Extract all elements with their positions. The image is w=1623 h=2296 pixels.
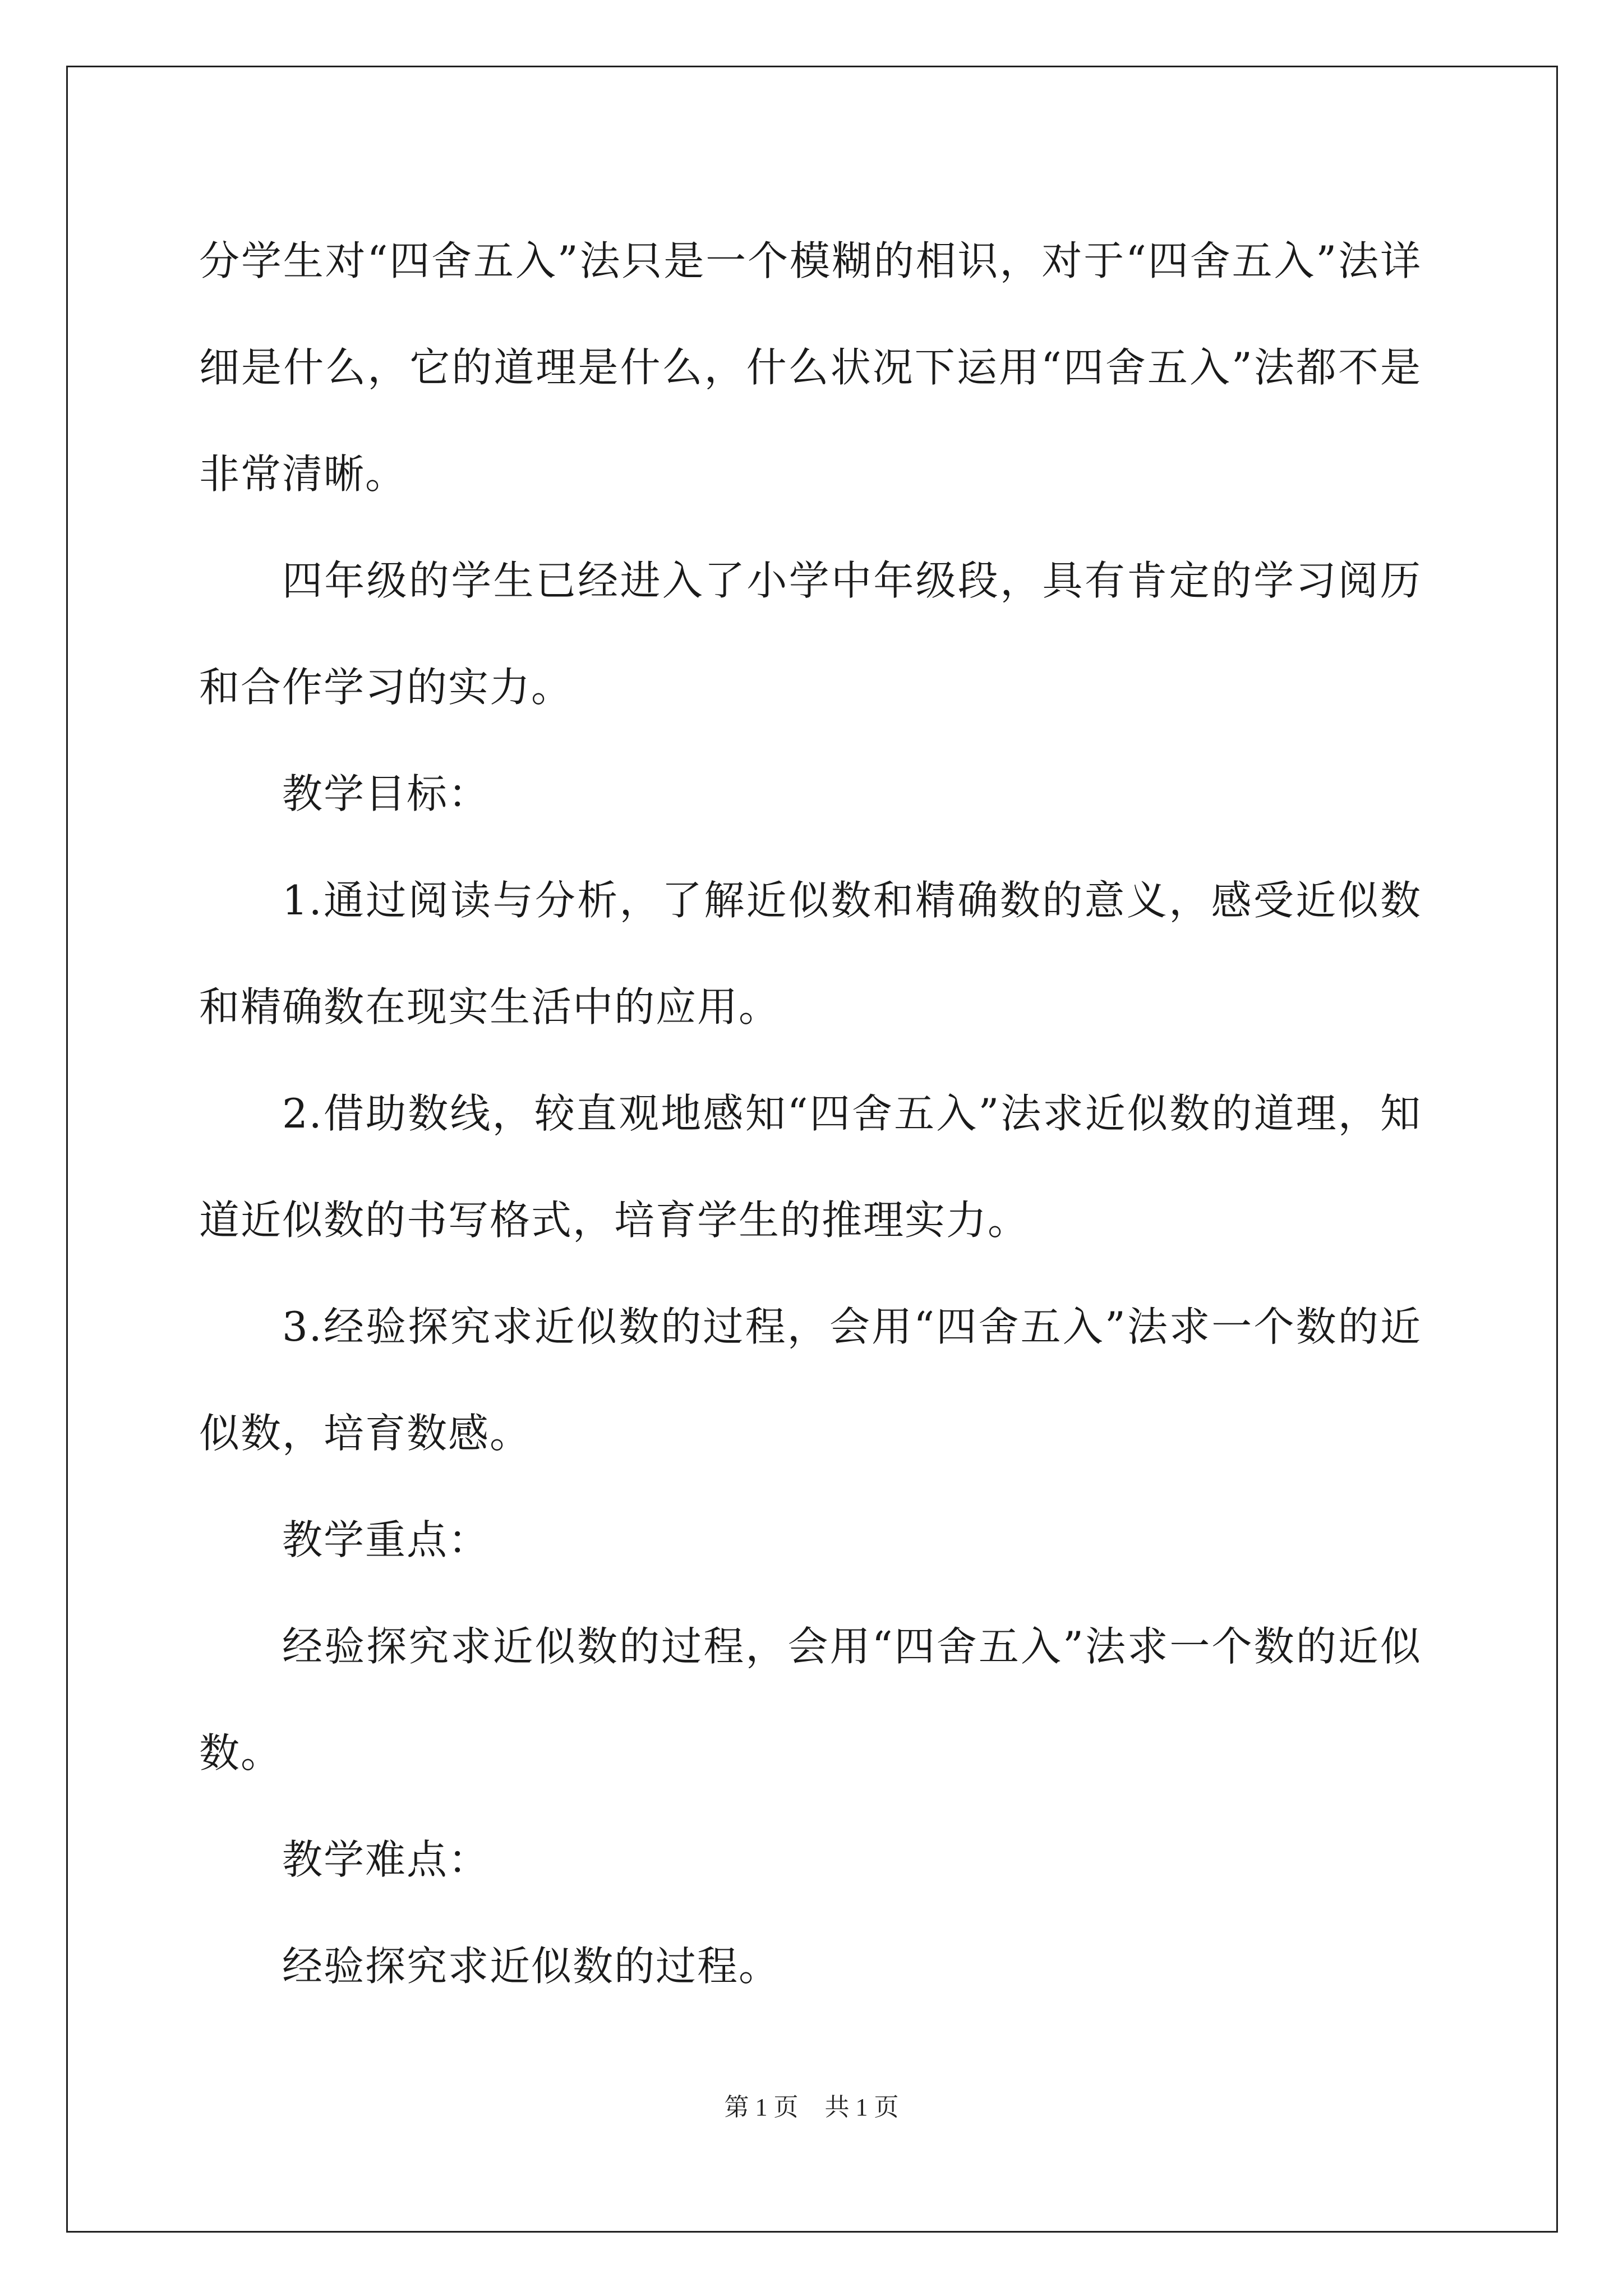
heading-difficulties: 教学难点：: [282, 1836, 490, 1883]
heading-key-points: 教学重点：: [282, 1516, 490, 1563]
page-number: 第 1 页: [724, 2093, 799, 2121]
paragraph-continuation: 分学生对“四舍五入”法只是一个模糊的相识，对于“四舍五入”法详细是什么，它的道理是什么，什么状况下运用“四舍五入”法都不是非常清晰。: [199, 237, 1422, 498]
heading-teaching-goals: 教学目标：: [282, 770, 490, 817]
difficulties-text: 经验探究求近似数的过程。: [282, 1943, 781, 1990]
page-footer: [0, 2087, 1623, 2123]
page-total: 共 1 页: [824, 2093, 899, 2121]
document-body: [199, 208, 1422, 2019]
goal-item-3: 3.经验探究求近似数的过程，会用“四舍五入”法求一个数的近似数，培育数感。: [199, 1303, 1422, 1457]
paragraph-student-analysis: 四年级的学生已经进入了小学中年级段，具有肯定的学习阅历和合作学习的实力。: [199, 557, 1422, 711]
goal-item-1: 1.通过阅读与分析，了解近似数和精确数的意义，感受近似数和精确数在现实生活中的应用。: [199, 877, 1422, 1030]
goal-item-2: 2.借助数线，较直观地感知“四舍五入”法求近似数的道理，知道近似数的书写格式，培育学生的推理实力。: [199, 1090, 1422, 1244]
key-points-text: 经验探究求近似数的过程，会用“四舍五入”法求一个数的近似数。: [199, 1623, 1422, 1777]
